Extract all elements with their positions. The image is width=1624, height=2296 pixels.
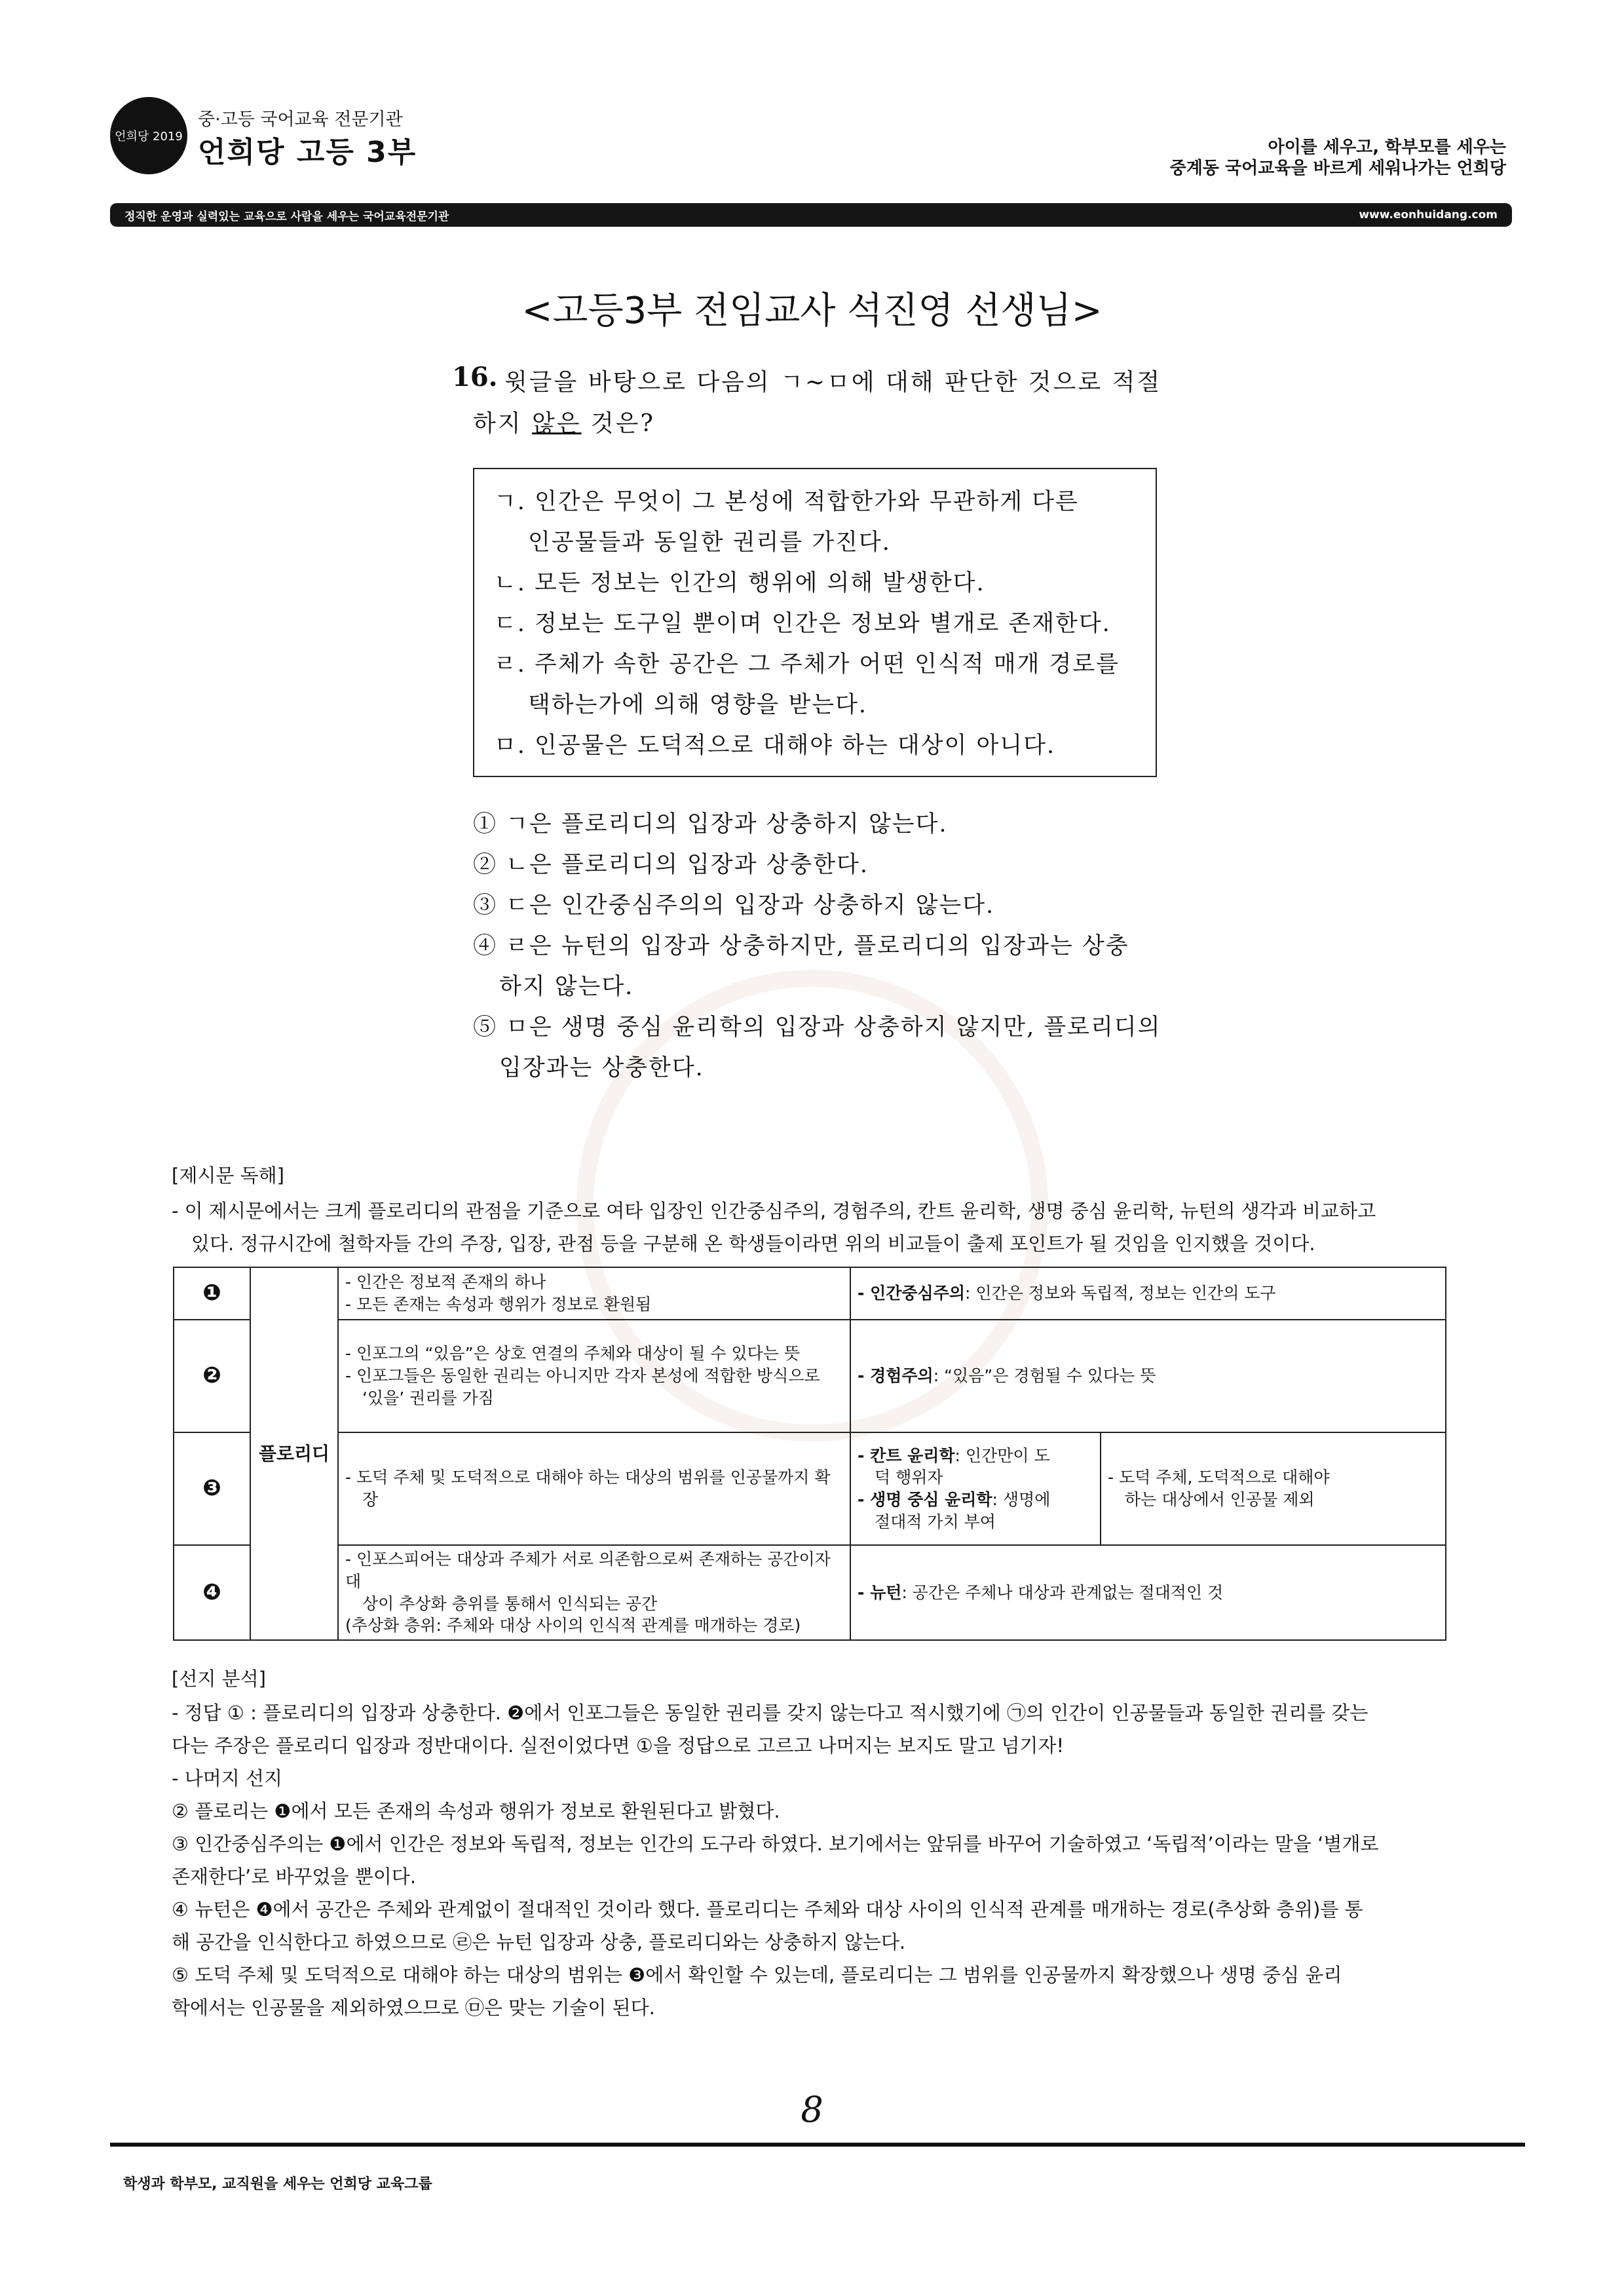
choice-analysis-line: 다는 주장은 플로리디 입장과 정반대이다. 실전이었다면 ①을 정답으로 고르고 나머지는 보지도 말고 넘기자!	[172, 1734, 1065, 1757]
row-number: ❸	[174, 1432, 250, 1545]
compared-text: : “있음”은 경험될 수 있다는 뜻	[933, 1366, 1156, 1386]
choice-analysis-line: 존재한다’로 바꾸었을 뿐이다.	[172, 1866, 417, 1888]
teacher-title: <고등3부 전임교사 석진영 선생님>	[521, 290, 1103, 332]
answer-choice-cont: 하지 않는다.	[499, 974, 634, 1000]
stem-text: 것은?	[581, 410, 655, 437]
bogi-item-cont: 택하는가에 의해 영향을 받는다.	[528, 692, 868, 718]
bogi-box	[473, 468, 1157, 777]
bogi-item: ㅁ. 인공물은 도덕적으로 대해야 하는 대상이 아니다.	[494, 733, 1056, 759]
compared-view-summary	[1101, 1432, 1446, 1545]
choice-analysis-line: - 정답 ① : 플로리디의 입장과 상충한다. ❷에서 인포그들은 동일한 권리를 갖지 않는다고 적시했기에 ㉠의 인간이 인공물들과 동일한 권리를 갖는	[172, 1702, 1369, 1724]
view-line: ‘있을’ 권리를 가짐	[362, 1388, 494, 1407]
philosopher-cell: 플로리디	[250, 1267, 338, 1640]
compared-school: - 칸트 윤리학	[858, 1445, 955, 1465]
choice-analysis-line: 학에서는 인공물을 제외하였으므로 ㉤은 맞는 기술이 된다.	[172, 1997, 655, 2019]
compared-text: : 공간은 주체나 대상과 관계없는 절대적인 것	[901, 1582, 1224, 1602]
institution-logo	[110, 97, 187, 174]
view-line: - 인포그의 “있음”은 상호 연결의 주체와 대상이 될 수 있다는 뜻	[345, 1344, 800, 1364]
analysis-heading: [제시문 독해]	[172, 1164, 284, 1187]
view-line: - 인간은 정보적 존재의 하나	[345, 1272, 546, 1292]
table-row	[174, 1267, 1446, 1320]
compared-text: - 도덕 주체, 도덕적으로 대해야	[1108, 1468, 1330, 1487]
bogi-item: ㄹ. 주체가 속한 공간은 그 주체가 어떤 인식적 매개 경로를	[494, 651, 1120, 678]
view-line: - 모든 존재는 속성과 행위가 정보로 환원됨	[345, 1295, 652, 1314]
choice-analysis-line: 해 공간을 인식한다고 하였으므로 ㉣은 뉴턴 입장과 상충, 플로리디와는 상충하지 않는다.	[172, 1931, 906, 1953]
banner-website: www.eonhuidang.com	[1359, 208, 1498, 221]
footer-text: 학생과 학부모, 교직원을 세우는 언희당 교육그룹	[123, 2176, 432, 2192]
view-line: - 도덕 주체 및 도덕적으로 대해야 하는 대상의 범위를 인공물까지 확	[345, 1468, 831, 1487]
answer-choice: ④ ㄹ은 뉴턴의 입장과 상충하지만, 플로리디의 입장과는 상충	[473, 933, 1129, 959]
answer-choice: ② ㄴ은 플로리디의 입장과 상충한다.	[473, 852, 869, 878]
row-number: ❹	[174, 1545, 250, 1640]
slogan-line-2: 중계동 국어교육을 바르게 세워나가는 언희당	[1169, 159, 1506, 178]
view-line: 장	[362, 1490, 379, 1509]
answer-choice: ⑤ ㅁ은 생명 중심 윤리학의 입장과 상충하지 않지만, 플로리디의	[473, 1014, 1161, 1041]
choice-analysis-line: ③ 인간중심주의는 ❶에서 인간은 정보와 독립적, 정보는 인간의 도구라 하였다. 보기에서는 앞뒤를 바꾸어 기술하였고 ‘독립적’이라는 말을 ‘별개로	[172, 1833, 1379, 1855]
compared-school: - 인간중심주의	[858, 1284, 965, 1303]
floridi-view	[338, 1267, 850, 1320]
logo-text: 언희당 2019	[115, 130, 183, 144]
answer-choice: ③ ㄷ은 인간중심주의의 입장과 상충하지 않는다.	[473, 892, 995, 919]
bogi-item: ㄴ. 모든 정보는 인간의 행위에 의해 발생한다.	[494, 570, 985, 596]
compared-text: : 인간은 정보와 독립적, 정보는 인간의 도구	[964, 1284, 1276, 1303]
footer-divider	[110, 2143, 1525, 2147]
view-line: - 인포스피어는 대상과 주체가 서로 의존함으로써 존재하는 공간이자 대	[345, 1550, 831, 1591]
row-number: ❷	[174, 1320, 250, 1432]
view-line: (추상화 층위: 주체와 대상 사이의 인식적 관계를 매개하는 경로)	[345, 1616, 801, 1636]
compared-school: - 경험주의	[858, 1366, 934, 1386]
compared-view	[850, 1267, 1446, 1320]
institution-name: 언희당 고등 3부	[198, 136, 417, 169]
choice-analysis-heading: [선지 분석]	[172, 1668, 266, 1690]
choice-analysis-line: - 나머지 선지	[172, 1767, 282, 1789]
compared-text: : 인간만이 도	[954, 1445, 1050, 1465]
row-number: ❶	[174, 1267, 250, 1320]
bogi-item-cont: 인공물들과 동일한 권리를 가진다.	[528, 529, 891, 556]
view-line: 상이 추상화 층위를 통해서 인식되는 공간	[362, 1594, 658, 1613]
compared-text: 덕 행위자	[875, 1468, 943, 1487]
choice-analysis-line: ④ 뉴턴은 ❹에서 공간은 주체와 관계없이 절대적인 것이라 했다. 플로리디는 주체와 대상 사이의 인식적 관계를 매개하는 경로(추상화 층위)를 통	[172, 1898, 1363, 1921]
stem-emphasis: 않은	[532, 410, 582, 437]
bogi-item: ㄷ. 정보는 도구일 뿐이며 인간은 정보와 별개로 존재한다.	[494, 611, 1111, 637]
table-row	[174, 1320, 1446, 1432]
table-row	[174, 1432, 1446, 1545]
answer-choice-cont: 입장과는 상충한다.	[499, 1055, 704, 1081]
floridi-view	[338, 1432, 850, 1545]
choice-analysis-line: ⑤ 도덕 주체 및 도덕적으로 대해야 하는 대상의 범위는 ❸에서 확인할 수 있는데, 플로리디는 그 범위를 인공물까지 확장했으나 생명 중심 윤리	[172, 1964, 1342, 1986]
question-stem-line-2	[473, 405, 655, 438]
choice-analysis-line: ② 플로리는 ❶에서 모든 존재의 속성과 행위가 정보로 환원된다고 밝혔다.	[172, 1800, 780, 1822]
banner-motto: 정직한 운영과 실력있는 교육으로 사람을 세우는 국어교육전문기관	[124, 210, 449, 223]
compared-view	[850, 1545, 1446, 1640]
floridi-view	[338, 1320, 850, 1432]
compared-school: - 뉴턴	[858, 1582, 902, 1602]
compared-view	[850, 1320, 1446, 1432]
bogi-item: ㄱ. 인간은 무엇이 그 본성에 적합한가와 무관하게 다른	[494, 489, 1079, 515]
answer-choice: ① ㄱ은 플로리디의 입장과 상충하지 않는다.	[473, 811, 948, 837]
institution-subtitle: 중·고등 국어교육 전문기관	[198, 109, 403, 130]
compared-view	[850, 1432, 1101, 1545]
table-row	[174, 1545, 1446, 1640]
floridi-view	[338, 1545, 850, 1640]
compared-text: 절대적 가치 부여	[875, 1512, 996, 1531]
compared-school: - 생명 중심 윤리학	[858, 1490, 992, 1509]
question-number: 16.	[452, 362, 498, 392]
question-stem-line-1: 윗글을 바탕으로 다음의 ㄱ~ㅁ에 대해 판단한 것으로 적절	[504, 369, 1162, 396]
header-banner	[110, 203, 1512, 227]
compared-text: : 생명에	[992, 1490, 1051, 1509]
stem-text: 하지	[473, 410, 532, 437]
analysis-text: 있다. 정규시간에 철학자들 간의 주장, 입장, 관점 등을 구분해 온 학생들이라면 위의 비교들이 출제 포인트가 될 것임을 인지했을 것이다.	[191, 1233, 1315, 1255]
view-line: - 인포그들은 동일한 권리는 아니지만 각자 본성에 적합한 방식으로	[345, 1366, 820, 1386]
page-number: 8	[801, 2089, 823, 2130]
slogan-line-1: 아이를 세우고, 학부모를 세우는	[1268, 138, 1506, 157]
comparison-table	[173, 1267, 1446, 1641]
analysis-text: - 이 제시문에서는 크게 플로리디의 관점을 기준으로 여타 입장인 인간중심주의, 경험주의, 칸트 윤리학, 생명 중심 윤리학, 뉴턴의 생각과 비교하고	[172, 1200, 1376, 1222]
compared-text: 하는 대상에서 인공물 제외	[1125, 1490, 1315, 1509]
